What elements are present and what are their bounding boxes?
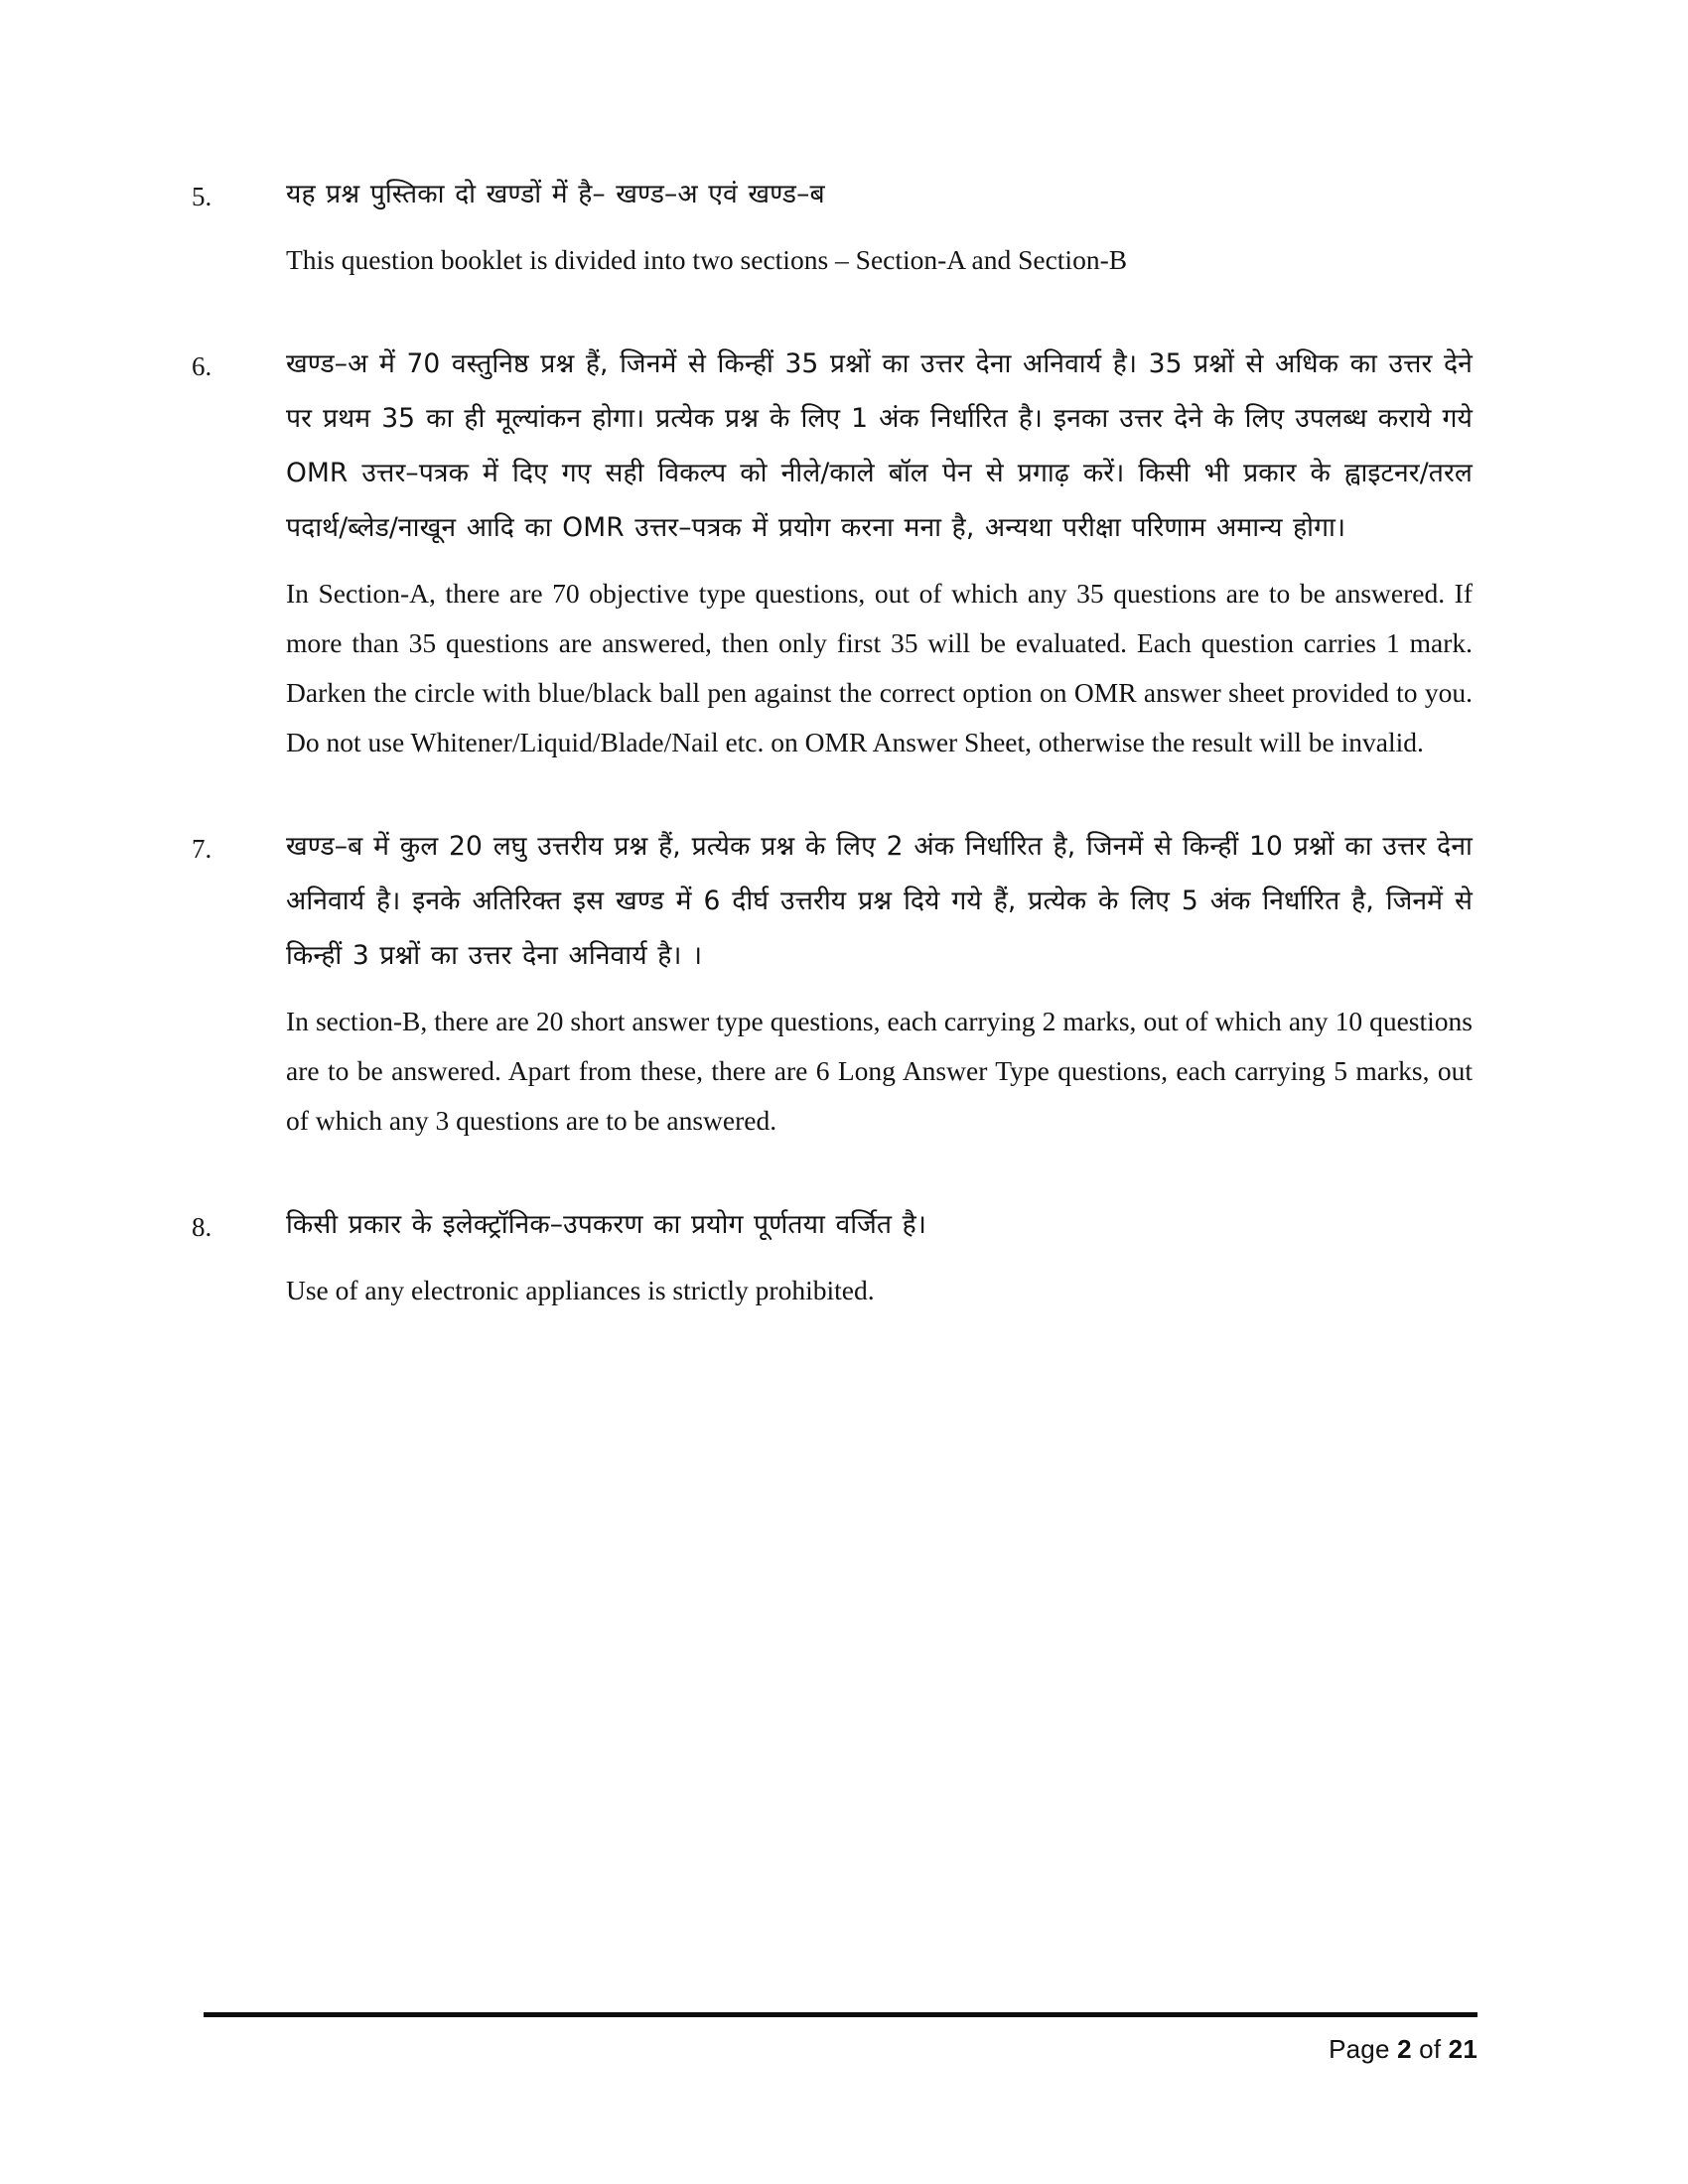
spacer [286, 1252, 1473, 1266]
spacer [286, 983, 1473, 997]
spacer [192, 1146, 1473, 1197]
hindi-paragraph: यह प्रश्न पुस्तिका दो खण्डों में है– खण्ड–अ एवं खण्ड–ब [286, 179, 825, 209]
spacer [286, 221, 1473, 235]
instruction-hindi-text [286, 167, 1473, 221]
instruction-body [286, 167, 1473, 285]
english-paragraph: In Section-A, there are 70 objective type questions, out of which any 35 questions are to be answered. If more than 35 questions are answered, then only first 35 will be evaluated. Each question carries 1 mark. Darken the circle with blue/black ball pen against the correct option on OMR answer sheet provided to you. Do not use Whitener/Liquid/Blade/Nail etc. on OMR Answer Sheet, otherwise the result will be invalid. [286, 578, 1473, 757]
instructions-list [192, 167, 1473, 1315]
instruction-number: 5. [192, 182, 212, 211]
instruction-body [286, 819, 1473, 1146]
instruction-number: 8. [192, 1212, 212, 1242]
hindi-paragraph: खण्ड–ब में कुल 20 लघु उत्तरीय प्रश्न हैं, प्रत्येक प्रश्न के लिए 2 अंक निर्धारित है, जिनमें से किन्हीं 10 प्रश्नों का उत्तर देना अनिवार्य है। इनके अतिरिक्त इस खण्ड में 6 दीर्घ उत्तरीय प्रश्न दिये गये हैं, प्रत्येक के लिए 5 अंक निर्धारित है, जिनमें से किन्हीं 3 प्रश्नों का उत्तर देना अनिवार्य है। । [286, 831, 1473, 971]
spacer [286, 555, 1473, 569]
spacer [192, 767, 1473, 819]
instruction-english-text [286, 235, 1473, 285]
instruction-hindi-text [286, 819, 1473, 983]
instruction-item-6 [192, 337, 1473, 767]
instruction-hindi-text [286, 337, 1473, 555]
footer-total-pages: 21 [1448, 2034, 1477, 2064]
english-paragraph: Use of any electronic appliances is strictly prohibited. [286, 1275, 875, 1305]
footer-current-page: 2 [1397, 2034, 1412, 2064]
spacer [192, 285, 1473, 337]
hindi-paragraph: खण्ड–अ में 70 वस्तुनिष्ठ प्रश्न हैं, जिनमें से किन्हीं 35 प्रश्नों का उत्तर देना अनिवार्य है। 35 प्रश्नों से अधिक का उत्तर देने पर प्रथम 35 का ही मूल्यांकन होगा। प्रत्येक प्रश्न के लिए 1 अंक निर्धारित है। इनका उत्तर देने के लिए उपलब्ध कराये गये OMR उत्तर–पत्रक में दिए गए सही विकल्प को नीले/काले बॉल पेन से प्रगाढ़ करें। किसी भी प्रकार के ह्वाइटनर/तरल पदार्थ/ब्लेड/नाखून आदि का OMR उत्तर–पत्रक में प्रयोग करना मना है, अन्यथा परीक्षा परिणाम अमान्य होगा। [286, 348, 1473, 543]
hindi-paragraph: किसी प्रकार के इलेक्ट्रॉनिक–उपकरण का प्रयोग पूर्णतया वर्जित है। [286, 1209, 926, 1240]
page-number-footer [204, 2034, 1477, 2065]
instruction-body [286, 337, 1473, 767]
instruction-item-8 [192, 1197, 1473, 1315]
footer-divider [204, 2012, 1477, 2017]
footer-prefix-label: Page [1329, 2034, 1398, 2064]
instruction-item-7 [192, 819, 1473, 1146]
instruction-number: 7. [192, 834, 212, 864]
instruction-english-text [286, 569, 1473, 767]
instruction-hindi-text [286, 1197, 1473, 1252]
instruction-item-5 [192, 167, 1473, 285]
instruction-english-text [286, 1266, 1473, 1315]
instruction-english-text [286, 997, 1473, 1146]
english-paragraph: In section-B, there are 20 short answer type questions, each carrying 2 marks, out of which any 10 questions are to be answered. Apart from these, there are 6 Long Answer Type questions, each carrying 5 marks, out of which any 3 questions are to be answered. [286, 1006, 1473, 1136]
instruction-body [286, 1197, 1473, 1315]
english-paragraph: This question booklet is divided into two sections – Section-A and Section-B [286, 244, 1128, 275]
footer-middle-label: of [1411, 2034, 1449, 2064]
instruction-number: 6. [192, 351, 212, 381]
